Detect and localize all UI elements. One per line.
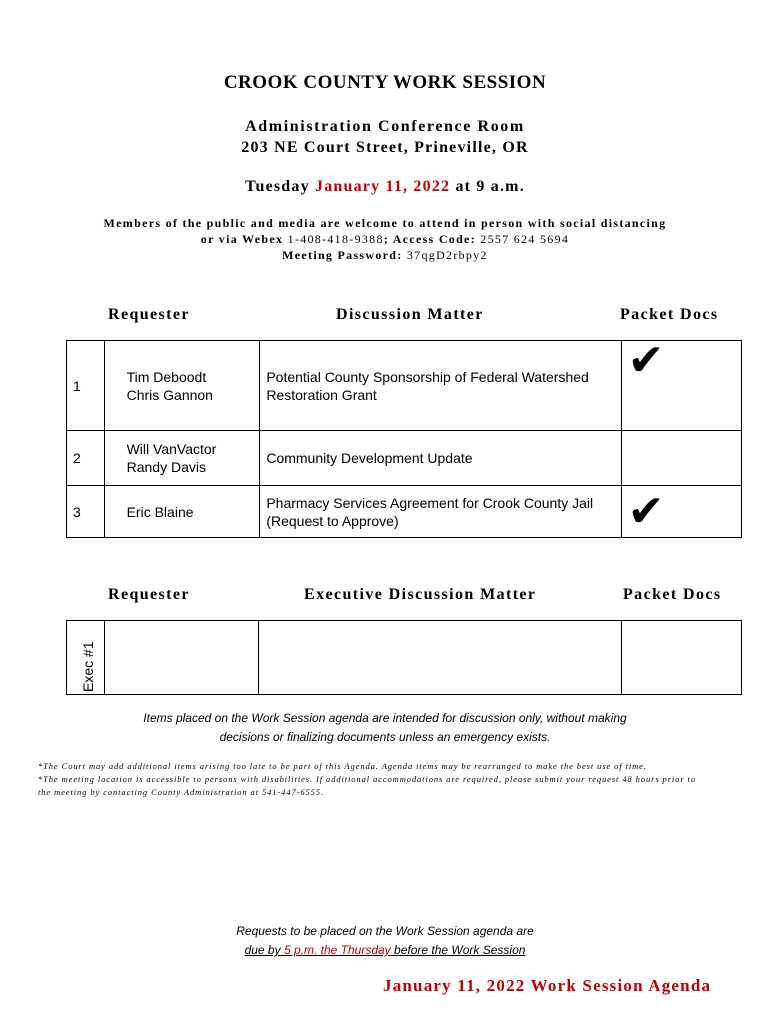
requests-deadline-note: Requests to be placed on the Work Session agenda are due by 5 p.m. the Thursday before the Work Session: [236, 924, 534, 957]
row-number: 1: [67, 341, 105, 431]
requester-cell: [104, 621, 258, 695]
requester-header: Requester: [108, 306, 190, 323]
deadline-time: 5 p.m. the Thursday: [283, 943, 391, 957]
public-notice: Members of the public and media are welcome to attend in person with social distancing: [103, 216, 667, 230]
page-title: CROOK COUNTY WORK SESSION: [223, 72, 547, 93]
discussion-matter-header: Discussion Matter: [336, 306, 484, 323]
meeting-time: at 9 a.m.: [455, 178, 525, 195]
table-row: [67, 431, 742, 486]
checkmark-icon: ✔: [627, 335, 665, 386]
password-notice: Meeting Password: 37qgD2rbpy2: [282, 248, 488, 262]
meeting-password: 37qgD2rbpy2: [406, 248, 488, 262]
checkmark-icon: ✔: [627, 485, 665, 537]
webex-notice: or via Webex 1-408-418-9388; Access Code: 2557 624 5694: [200, 232, 570, 246]
matter-cell: [259, 621, 622, 695]
date-prefix: Tuesday: [245, 178, 310, 195]
meeting-date: January 11, 2022: [315, 178, 451, 195]
access-code: 2557 624 5694: [480, 232, 570, 246]
fine-print: *The Court may add additional items arising too late to be part of this Agenda. Agenda items may be rearranged to make the best use of time. *The meeting location is accessible to persons with disabilities. If additional accommodations are required, please submit your request 48 hours prior to the meeting by contacting County Administration at 541-447-6555.: [38, 761, 696, 797]
table-row: [67, 486, 742, 538]
executive-table: [66, 620, 742, 695]
packet-docs-cell: [621, 335, 741, 431]
packet-docs-cell: [621, 431, 741, 486]
matter-cell: Community Development Update: [260, 431, 621, 486]
webex-phone: 1-408-418-9388: [287, 232, 384, 246]
row-number: 3: [67, 486, 105, 538]
matter-cell: Potential County Sponsorship of Federal Watershed Restoration Grant: [260, 341, 621, 431]
discussion-only-note: Items placed on the Work Session agenda are intended for discussion only, without making decisions or finalizing documents unless an emergency exists.: [143, 711, 627, 744]
meeting-date-line: [0, 178, 770, 196]
exec-matter-header: Executive Discussion Matter: [304, 586, 537, 603]
exec-requester-header: Requester: [108, 586, 190, 603]
packet-docs-cell: [622, 621, 742, 695]
table-row: [67, 341, 742, 431]
requester-cell: Eric Blaine: [104, 486, 260, 538]
row-number: 2: [67, 431, 105, 486]
requester-cell: Will VanVactor Randy Davis: [104, 431, 260, 486]
exec-row-label: Exec #1: [80, 641, 96, 692]
matter-cell: Pharmacy Services Agreement for Crook County Jail (Request to Approve): [260, 486, 621, 538]
agenda-table: [66, 335, 742, 538]
packet-docs-cell: [621, 486, 741, 538]
packet-docs-header: Packet Docs: [620, 306, 719, 323]
requester-cell: Tim Deboodt Chris Gannon: [104, 341, 260, 431]
table-row: [67, 621, 742, 695]
exec-packet-docs-header: Packet Docs: [623, 586, 722, 603]
meeting-address: 203 NE Court Street, Prineville, OR: [241, 139, 529, 156]
footer-title: January 11, 2022 Work Session Agenda: [383, 976, 712, 995]
meeting-room: Administration Conference Room: [245, 118, 525, 135]
